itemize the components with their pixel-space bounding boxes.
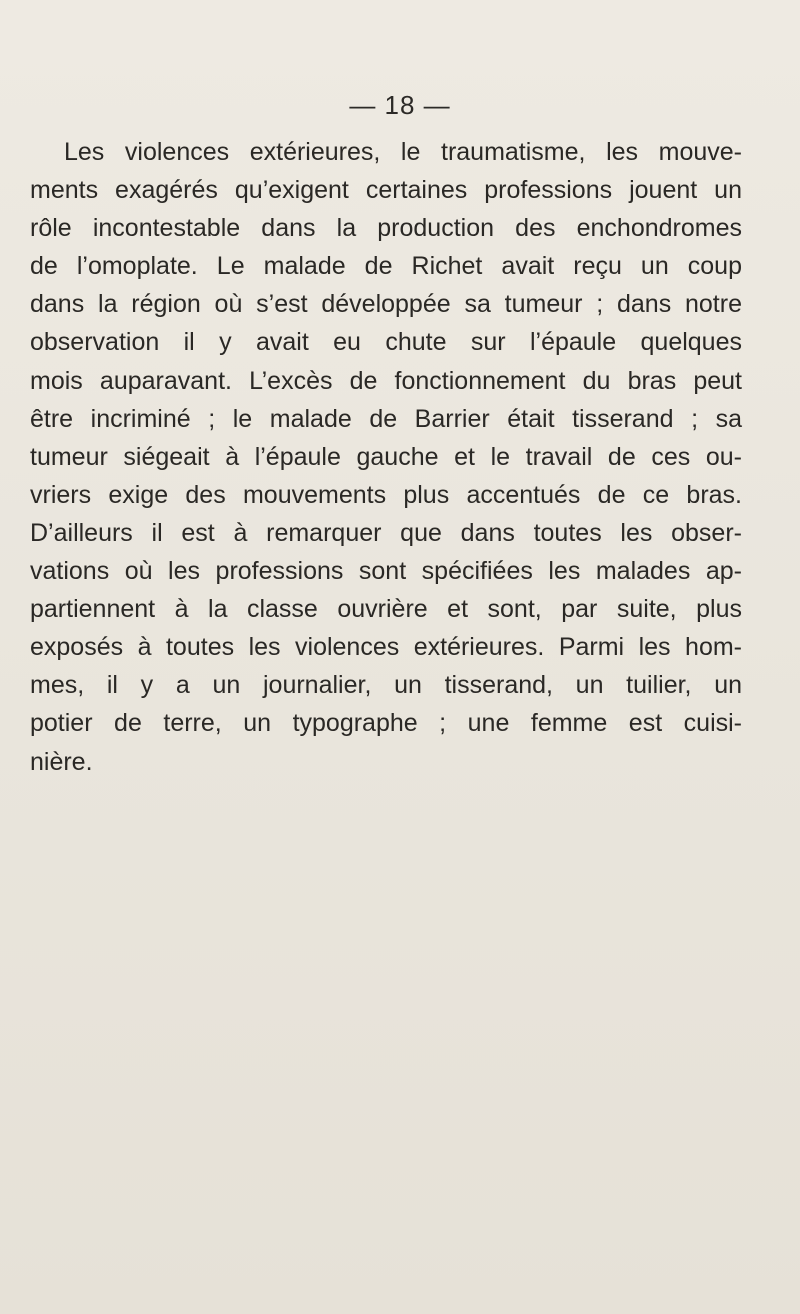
text-line: observation il y avait eu chute sur l’épaule quelques bbox=[30, 328, 742, 357]
text-line: Les violences extérieures, le traumatisme, les mouve- bbox=[64, 138, 742, 166]
text-line: vriers exige des mouvements plus accentués de ce bras. bbox=[30, 480, 742, 509]
text-line: mes, il y a un journalier, un tisserand, un tuilier, un bbox=[30, 671, 742, 700]
page-number: — 18 — bbox=[349, 90, 451, 120]
text-line: dans la région où s’est développée sa tumeur ; dans notre bbox=[30, 290, 742, 319]
text-line: potier de terre, un typographe ; une femme est cuisi- bbox=[30, 709, 742, 738]
text-line: être incriminé ; le malade de Barrier était tisserand ; sa bbox=[30, 404, 742, 433]
text-line: mois auparavant. L’excès de fonctionnement du bras peut bbox=[30, 366, 742, 395]
text-line: de l’omoplate. Le malade de Richet avait reçu un coup bbox=[30, 252, 742, 281]
text-line: partiennent à la classe ouvrière et sont, par suite, plus bbox=[30, 595, 742, 624]
text-line: nière. bbox=[30, 747, 93, 776]
text-line: exposés à toutes les violences extérieures. Parmi les hom- bbox=[30, 633, 742, 662]
text-line: rôle incontestable dans la production des enchondromes bbox=[30, 214, 742, 243]
body-paragraph bbox=[30, 133, 742, 781]
text-line: ments exagérés qu’exigent certaines professions jouent un bbox=[30, 176, 742, 205]
text-line: tumeur siégeait à l’épaule gauche et le travail de ces ou- bbox=[30, 442, 742, 471]
text-line: vations où les professions sont spécifiées les malades ap- bbox=[30, 557, 742, 586]
text-line: D’ailleurs il est à remarquer que dans toutes les obser- bbox=[30, 518, 742, 547]
